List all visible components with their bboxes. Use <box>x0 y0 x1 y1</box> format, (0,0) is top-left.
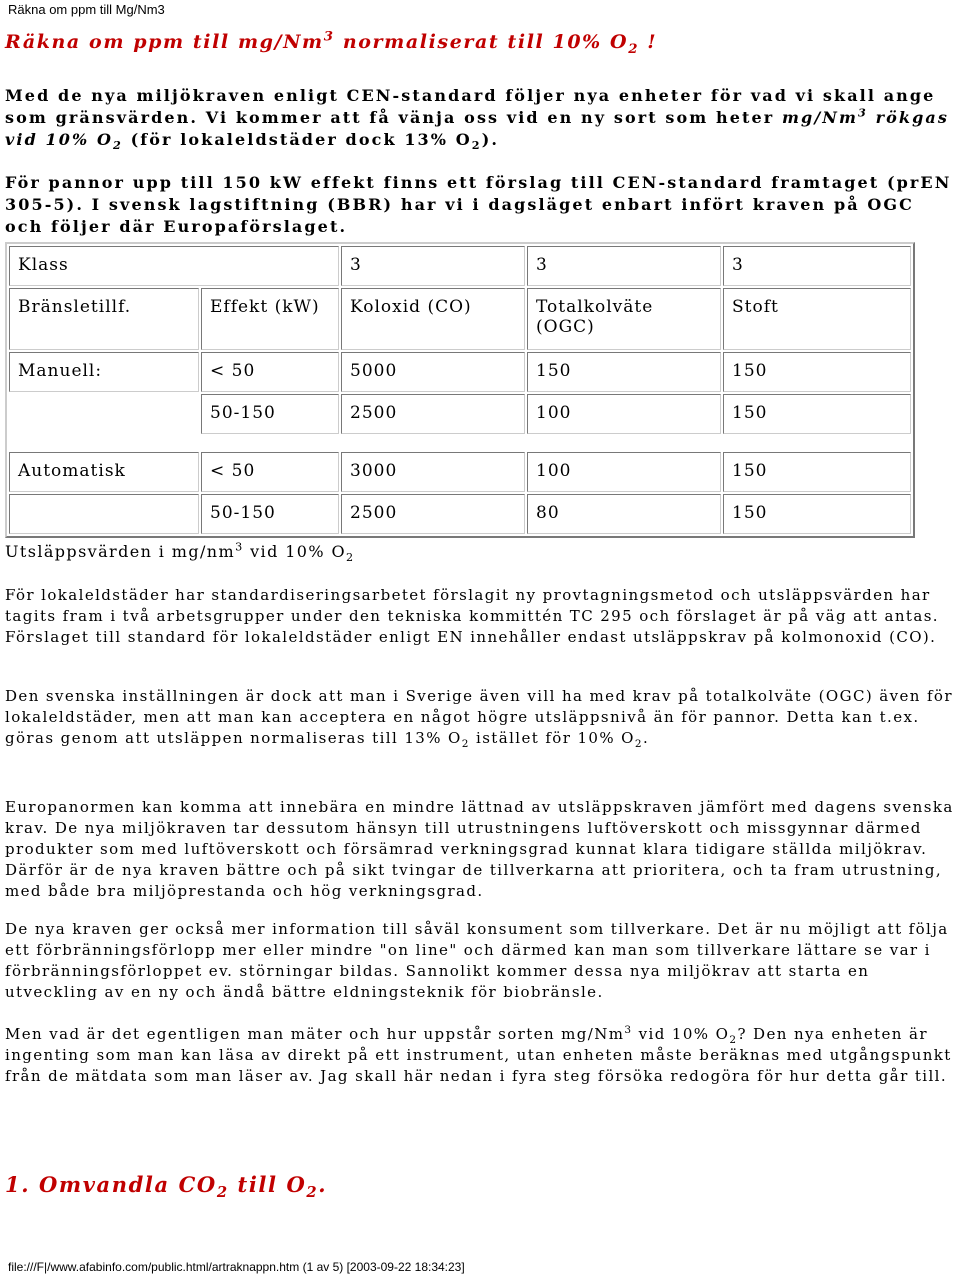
intro-paragraph: Med de nya miljökraven enligt CEN-standard följer nya enheter för vad vi skall ange som gränsvärden. Vi kommer att få vänja oss vid en ny sort som heter mg/Nm$^3$ rökgas vid 10% $O_2$ (för lokaleldstäder dock 13% $O_2$). <box>5 86 949 153</box>
window-title: Räkna om ppm till Mg/Nm3 <box>8 2 165 17</box>
table-cell: 100 <box>527 452 721 492</box>
table-cell: Automatisk <box>9 452 199 492</box>
table-row <box>9 246 911 286</box>
table-spacer-row <box>9 436 911 450</box>
paragraph-european-norm: Europanormen kan komma att innebära en mindre lättnad av utsläppskraven jämfört med dagens svenska krav. De nya miljökraven tar dessutom hänsyn till utrustningens luftöverskott och missgynnar därmed produkter som med luftöverskott och försämrad verkningsgrad kunnat klara tidigare ställda miljökrav. Därför är de nya kraven bättre och på sikt tvingar de tillverkarna att prioritera, och ta fram utrustning, med både bra miljöprestanda och hög verkningsgrad. <box>5 798 954 900</box>
table-cell: 150 <box>723 494 911 534</box>
table-cell: 50-150 <box>201 494 339 534</box>
table-header: Effekt (kW) <box>201 288 339 350</box>
paragraph-unit-explanation: Men vad är det egentligen man mäter och hur uppstår sorten mg/Nm$^3$ vid 10% $O_2$? Den nya enheten är ingenting som man kan läsa av direkt på ett instrument, utan enheten måste beräknas med utgångspunkt från de mätdata som man läser av. Jag skall här nedan i fyra steg försöka redogöra för hur detta går till. <box>5 1024 952 1085</box>
table-row <box>9 494 911 534</box>
table-row <box>9 452 911 492</box>
table-cell: Manuell: <box>9 352 199 392</box>
table-cell: < 50 <box>201 352 339 392</box>
paragraph-more-information: De nya kraven ger också mer information till såväl konsument som tillverkare. Det är nu möjligt att följa ett förbränningsförlopp mer eller mindre "on line" och därmed kan man som tillverkare lättare se var i förbränningsförloppet ev. störningar bildas. Sannolikt kommer dessa nya miljökrav att starta en utveckling av en ny och ändå bättre eldningsteknik för biobränsle. <box>5 920 949 1001</box>
table-header: Bränsletillf. <box>9 288 199 350</box>
table-cell: 3000 <box>341 452 525 492</box>
table-row <box>9 352 911 392</box>
table-cell: 2500 <box>341 394 525 434</box>
table-cell: 3 <box>723 246 911 286</box>
table-row <box>9 394 911 434</box>
table-caption: Utsläppsvärden i $mg/nm^3$ vid 10% $O_2$ <box>5 540 355 565</box>
table-cell: 150 <box>723 352 911 392</box>
table-header-row <box>9 288 911 350</box>
table-cell: < 50 <box>201 452 339 492</box>
table-cell: 5000 <box>341 352 525 392</box>
table-header: Stoft <box>723 288 911 350</box>
table-header: Koloxid (CO) <box>341 288 525 350</box>
page-footer-url: file:///F|/www.afabinfo.com/public.html/artraknappn.htm (1 av 5) [2003-09-22 18:34:23] <box>8 1260 465 1274</box>
table-cell: 3 <box>527 246 721 286</box>
table-cell <box>9 494 199 534</box>
table-header: Totalkolväte (OGC) <box>527 288 721 350</box>
table-cell-empty <box>9 394 199 434</box>
table-spacer <box>9 436 911 450</box>
page-title: Räkna om ppm till mg/Nm$^3$ normaliserat till 10% $O_2$ ! <box>5 29 658 57</box>
table-cell: 100 <box>527 394 721 434</box>
paragraph-local-heaters: För lokaleldstäder har standardiseringsarbetet förslagit ny provtagningsmetod och utsläppsvärden har tagits fram i två arbetsgrupper under den tekniska kommittén TC 295 och förslaget är på väg att antas. Förslaget till standard för lokaleldstäder enligt EN innehåller endast utsläppskrav på kolmonoxid (CO). <box>5 586 939 646</box>
table-cell: 2500 <box>341 494 525 534</box>
table-cell: 3 <box>341 246 525 286</box>
table-cell: 150 <box>527 352 721 392</box>
table-cell: Klass <box>9 246 339 286</box>
proposal-paragraph: För pannor upp till 150 kW effekt finns ett förslag till CEN-standard framtaget (prEN 305-5). I svensk lagstiftning (BBR) har vi i dagsläget enbart infört kraven på OGC och följer där Europaförslaget. <box>5 173 952 236</box>
table-cell: 150 <box>723 452 911 492</box>
paragraph-swedish-position: Den svenska inställningen är dock att man i Sverige även vill ha med krav på totalkolväte (OGC) även för lokaleldstäder, men att man kan acceptera en något högre utsläppsnivå än för pannor. Detta kan t.ex. göras genom att utsläppen normaliseras till 13% $O_2$ istället för 10% $O_2$. <box>5 687 953 750</box>
table-cell: 150 <box>723 394 911 434</box>
section-heading-step1: 1. Omvandla $CO_2$ till $O_2$. <box>5 1172 328 1202</box>
table-cell: 50-150 <box>201 394 339 434</box>
table-cell: 80 <box>527 494 721 534</box>
emission-limits-table <box>5 242 915 538</box>
